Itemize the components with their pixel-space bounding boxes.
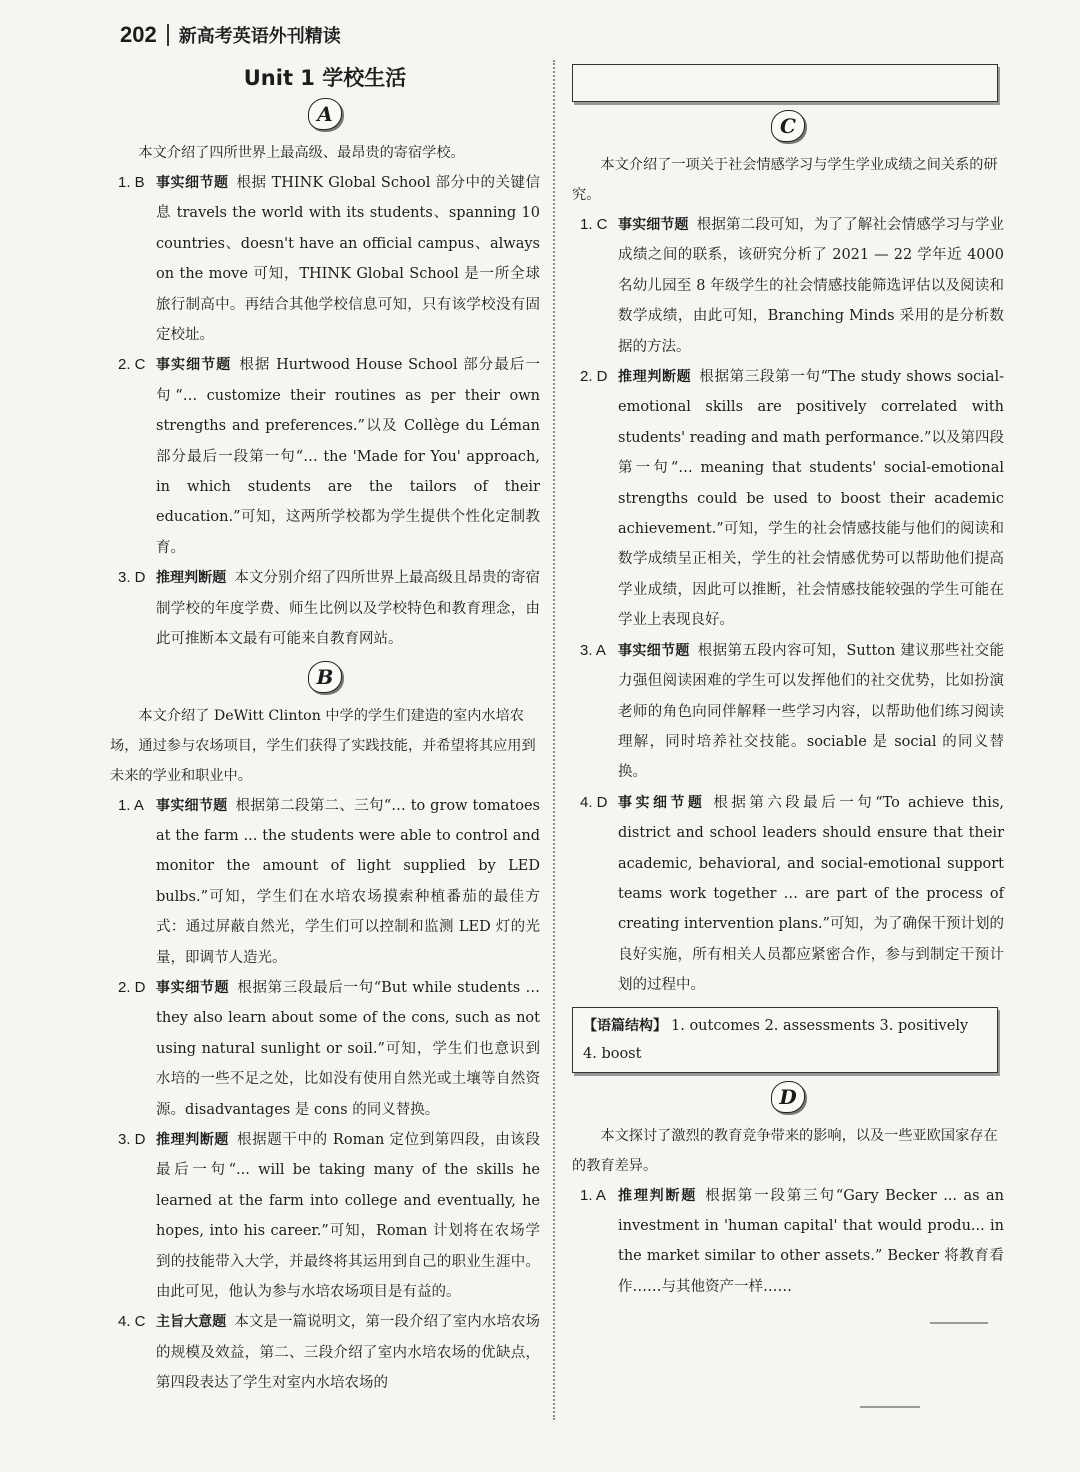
- question-number: 1. A: [118, 796, 144, 814]
- answer-item: [110, 563, 540, 654]
- question-number: 3. A: [580, 641, 606, 659]
- question-number: 3. D: [118, 569, 146, 587]
- answer-explanation: [618, 1181, 1004, 1303]
- answer-item: [110, 791, 540, 973]
- right-column: [572, 58, 1004, 1302]
- page-header: [120, 20, 341, 50]
- structure-label: 【语篇结构】: [583, 1017, 667, 1034]
- explanation-text: 本文是一篇说明文，第一段介绍了室内水培农场的规模及效益，第二、三段介绍了室内水培农场的优缺点，第四段表达了学生对室内水培农场的: [156, 1314, 541, 1392]
- answer-item: [110, 1307, 540, 1398]
- question-number: 2. D: [118, 978, 146, 996]
- question-number: 4. C: [118, 1313, 146, 1331]
- section-c-badge-icon: C: [771, 110, 805, 142]
- question-number: 3. D: [118, 1130, 146, 1148]
- question-type: 事实细节题: [156, 797, 228, 814]
- explanation-text: 根据 THINK Global School 部分中的关键信息 travels the world with its students、spanning 10 countries、doesn't have an official campus、always on the move 可知，THINK Global School 是一所全球旅行制高中。再结合其他学校信息可知，只有该学校没有固定校址。: [156, 175, 540, 344]
- section-a-intro: 本文介绍了四所世界上最高级、最昂贵的寄宿学校。: [138, 145, 465, 161]
- question-type: 事实细节题: [618, 794, 706, 811]
- structure-box-c: [572, 1007, 998, 1073]
- answer-explanation: [156, 1307, 540, 1398]
- answer-item: [110, 350, 540, 563]
- answer-explanation: [156, 168, 540, 350]
- answer-item: [572, 210, 1004, 362]
- answer-explanation: [156, 350, 540, 563]
- question-type: 推理判断题: [618, 1187, 698, 1204]
- book-title: 新高考英语外刊精读: [178, 26, 341, 47]
- section-d-header: [572, 1081, 1004, 1115]
- structure-line: 4. boost: [583, 1045, 642, 1062]
- structure-box-b: [572, 64, 998, 102]
- page-number: 202: [120, 22, 157, 47]
- left-column: [110, 58, 540, 1399]
- section-a-header: [110, 98, 540, 132]
- question-type: 事实细节题: [156, 357, 232, 374]
- section-d-badge-icon: D: [771, 1081, 805, 1113]
- section-b-header: [110, 661, 540, 695]
- answer-item: [572, 362, 1004, 636]
- answer-item: [572, 788, 1004, 1001]
- explanation-text: 根据 Hurtwood House School 部分最后一句“… customize their routines as per their own strengths and preferences.”以及 Collège du Léman 部分最后一段第一句“… the 'Made for You' approach, in which students are the tailors of their education.”可知，这两所学校都为学生提供个性化定制教育。: [156, 357, 540, 556]
- answer-explanation: [618, 210, 1004, 362]
- structure-line: [583, 69, 987, 97]
- question-type: 事实细节题: [156, 175, 229, 191]
- header-divider: [167, 24, 169, 46]
- question-type: 事实细节题: [156, 979, 230, 996]
- answer-item: [110, 973, 540, 1125]
- question-type: 事实细节题: [618, 642, 690, 659]
- section-a-badge-icon: A: [308, 98, 342, 130]
- explanation-text: 根据第五段内容可知，Sutton 建议那些社交能力强但阅读困难的学生可以发挥他们的社交优势，比如扮演老师的角色向同伴解释一些学习内容，以帮助他们练习阅读理解，同时培养社交技能。sociable 是 social 的同义替换。: [618, 642, 1004, 781]
- explanation-text: 根据第六段最后一句“To achieve this, district and school leaders should ensure that their academic, behavioral, and social-emotional support teams work together … are part of the process of creating intervention plans.”可知，为了确保干预计划的良好实施，所有相关人员都应紧密合作，参与到制定干预计划的过程中。: [618, 794, 1004, 994]
- explanation-text: 根据第二段第二、三句“… to grow tomatoes at the farm ... the students were able to control and monitor the amount of light supplied by LED bulbs.”可知，学生们在水培农场摸索种植番茄的最佳方式：通过屏蔽自然光，学生们可以控制和监测 LED 灯的光量，即调节人造光。: [156, 797, 541, 966]
- answer-explanation: [156, 563, 540, 654]
- torn-edge-mark: [860, 1406, 920, 1408]
- question-type: 主旨大意题: [156, 1314, 227, 1331]
- answer-explanation: [156, 973, 540, 1125]
- answer-item: [110, 168, 540, 350]
- question-type: 推理判断题: [618, 369, 692, 386]
- explanation-text: 本文分别介绍了四所世界上最高级且昂贵的寄宿制学校的年度学费、师生比例以及学校特色和教育理念，由此可推断本文最有可能来自教育网站。: [156, 570, 541, 648]
- answer-explanation: [618, 636, 1004, 788]
- structure-answers: 1. outcomes 2. assessments 3. positively: [671, 1017, 969, 1034]
- answer-item: [110, 1125, 540, 1307]
- question-type: 事实细节题: [618, 217, 689, 233]
- question-type: 推理判断题: [156, 1131, 230, 1148]
- section-c-intro: 本文介绍了一项关于社会情感学习与学生学业成绩之间关系的研究。: [572, 157, 998, 203]
- section-b-intro: 本文介绍了 DeWitt Clinton 中学的学生们建造的室内水培农场，通过参与农场项目，学生们获得了实践技能，并希望将其应用到未来的学业和职业中。: [110, 707, 536, 784]
- explanation-text: 根据题干中的 Roman 定位到第四段，由该段最后一句“... will be taking many of the skills he learned at the farm into college and eventually, he hopes, into his career.”可知，Roman 计划将在农场学到的技能带入大学，并最终将其运用到自己的职业生涯中。由此可见，他认为参与水培农场项目是有益的。: [156, 1131, 540, 1300]
- answer-explanation: [618, 788, 1004, 1001]
- explanation-text: 根据第一段第三句“Gary Becker ... as an investment in 'human capital' that would produ... in the market similar to other assets.” Becker 将教育看作……与其他资产一样……: [618, 1187, 1004, 1295]
- structure-line: [583, 1012, 987, 1040]
- question-number: 2. C: [118, 356, 146, 374]
- section-c-header: [572, 110, 1004, 144]
- explanation-text: 根据第二段可知，为了了解社会情感学习与学业成绩之间的联系，该研究分析了 2021 — 22 学年近 4000 名幼儿园至 8 年级学生的社会情感技能筛选评估以及阅读和数学成绩，由此可知，Branching Minds 采用的是分析数据的方法。: [618, 217, 1005, 355]
- question-number: 1. B: [118, 174, 145, 191]
- explanation-text: 根据第三段第一句“The study shows social-emotional skills are positively correlated with students' reading and math performance.”以及第四段第一句“… meaning that students' social-emotional strengths could be used to boost their academic achievement.”可知，学生的社会情感技能与他们的阅读和数学成绩呈正相关，学生的社会情感优势可以帮助他们提高学业成绩，因此可以推断，社会情感技能较强的学生可能在学业上表现良好。: [618, 369, 1005, 629]
- torn-edge-mark: [930, 1322, 988, 1324]
- answer-item: [572, 636, 1004, 788]
- question-number: 1. C: [580, 216, 608, 233]
- section-d-intro: 本文探讨了激烈的教育竞争带来的影响，以及一些亚欧国家存在的教育差异。: [572, 1127, 998, 1174]
- question-number: 2. D: [580, 368, 608, 386]
- question-number: 1. A: [580, 1186, 606, 1204]
- explanation-text: 根据第三段最后一句“But while students … they also learn about some of the cons, such as not using natural sunlight or soil.”可知，学生们也意识到水培的一些不足之处，比如没有使用自然光或土壤等自然资源。disadvantages 是 cons 的同义替换。: [156, 979, 540, 1118]
- question-type: 推理判断题: [156, 570, 227, 587]
- answer-item: [572, 1181, 1004, 1303]
- unit-title: Unit 1 学校生活: [243, 66, 407, 90]
- section-b-badge-icon: B: [308, 661, 342, 693]
- answer-explanation: [618, 362, 1004, 636]
- column-divider: [553, 60, 555, 1420]
- answer-explanation: [156, 791, 540, 973]
- question-number: 4. D: [580, 793, 608, 811]
- answer-explanation: [156, 1125, 540, 1307]
